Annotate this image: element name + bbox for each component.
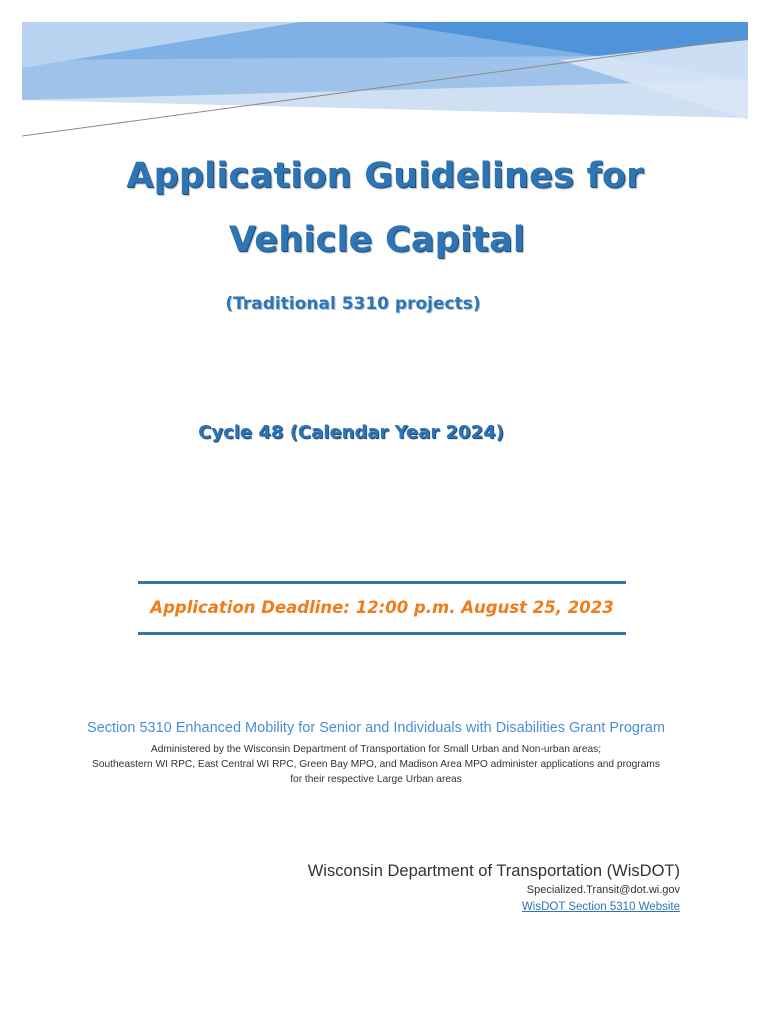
program-title: Section 5310 Enhanced Mobility for Senior and Individuals with Disabilities Grant Program xyxy=(87,720,665,736)
contact-email[interactable]: Specialized.Transit@dot.wi.gov xyxy=(526,884,680,896)
admin-note-line-1: Administered by the Wisconsin Department of Transportation for Small Urban and Non-urban areas; xyxy=(150,744,602,755)
deadline-bottom-rule xyxy=(138,632,626,635)
admin-note-line-2: Southeastern WI RPC, East Central WI RPC, Green Bay MPO, and Madison Area MPO administer applications and programs xyxy=(92,759,660,770)
cycle-heading: Cycle 48 (Calendar Year 2024) xyxy=(198,422,504,443)
header-banner-graphic xyxy=(0,0,770,160)
document-title-line-1: Application Guidelines for xyxy=(126,156,644,196)
organization-name: Wisconsin Department of Transportation (WisDOT) xyxy=(307,862,680,880)
deadline-top-rule xyxy=(138,581,626,584)
admin-note-line-3: for their respective Large Urban areas xyxy=(290,774,462,785)
document-title-line-2: Vehicle Capital xyxy=(228,220,526,260)
wisdot-website-link[interactable]: WisDOT Section 5310 Website xyxy=(521,901,680,913)
document-subtitle: (Traditional 5310 projects) xyxy=(225,294,481,314)
application-deadline: Application Deadline: 12:00 p.m. August 25, 2023 xyxy=(150,598,614,617)
